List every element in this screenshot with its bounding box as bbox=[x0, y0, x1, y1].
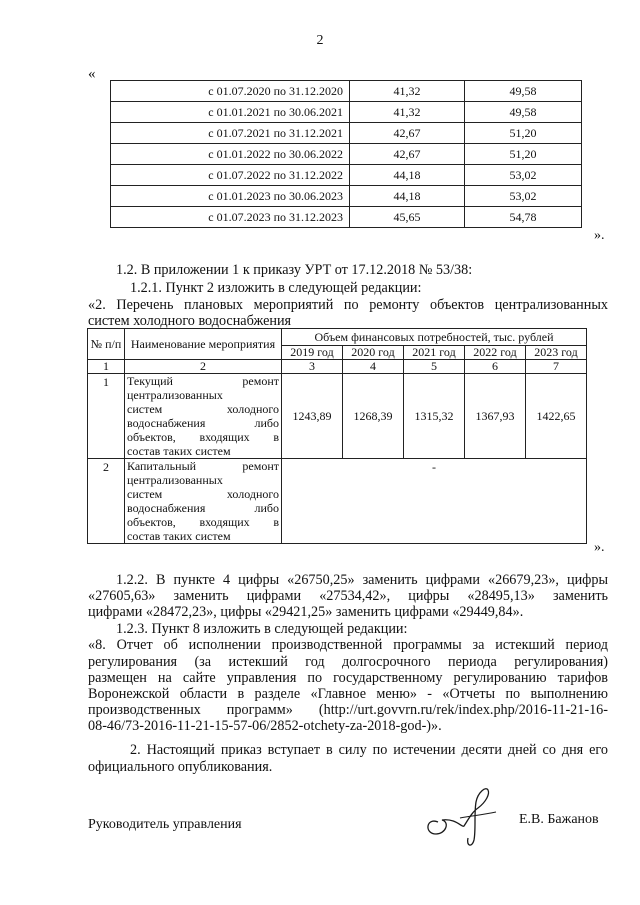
table-row bbox=[111, 144, 582, 165]
value-a-cell: 42,67 bbox=[350, 123, 465, 144]
section-title-line-2: систем холодного водоснабжения bbox=[88, 313, 292, 329]
value-cell: 1268,39 bbox=[343, 374, 404, 459]
value-a-cell: 45,65 bbox=[350, 207, 465, 228]
column-index: 5 bbox=[404, 360, 465, 374]
name-line: водоснабжения либо bbox=[127, 416, 279, 430]
name-line: водоснабжения либо bbox=[127, 501, 279, 515]
header-year: 2021 год bbox=[404, 346, 465, 360]
table-row bbox=[111, 165, 582, 186]
name-line: централизованных bbox=[127, 473, 223, 487]
para-8-line-5: производственных программ» (http://urt.govvrn.ru/rek/index.php/2016-11-21-16- bbox=[88, 702, 608, 718]
header-year: 2019 год bbox=[282, 346, 343, 360]
name-line: объектов, входящих в bbox=[127, 430, 279, 444]
period-cell: с 01.07.2023 по 31.12.2023 bbox=[111, 207, 350, 228]
header-funding: Объем финансовых потребностей, тыс. рублей bbox=[282, 329, 587, 346]
signer-name: Е.В. Бажанов bbox=[519, 812, 599, 827]
para-1-2-3: 1.2.3. Пункт 8 изложить в следующей редакции: bbox=[116, 621, 408, 637]
value-a-cell: 44,18 bbox=[350, 186, 465, 207]
header-name: Наименование мероприятия bbox=[125, 329, 282, 360]
period-cell: с 01.07.2022 по 31.12.2022 bbox=[111, 165, 350, 186]
table-row bbox=[88, 459, 587, 544]
value-a-cell: 41,32 bbox=[350, 81, 465, 102]
value-cell: 1243,89 bbox=[282, 374, 343, 459]
name-line: централизованных bbox=[127, 388, 223, 402]
value-cell: 1315,32 bbox=[404, 374, 465, 459]
column-index: 4 bbox=[343, 360, 404, 374]
para-1-2-2-line-3: цифрами «28472,23», цифры «29421,25» заменить цифрами «29449,84». bbox=[88, 604, 524, 620]
value-b-cell: 49,58 bbox=[465, 81, 582, 102]
rates-table bbox=[110, 80, 582, 228]
name-line: состав таких систем bbox=[127, 444, 231, 458]
para-8-line-1: «8. Отчет об исполнении производственной программы за истекший период bbox=[88, 637, 608, 653]
opening-quote: « bbox=[88, 66, 96, 82]
closing-quote-1: ». bbox=[594, 228, 605, 243]
section-title-line-1: «2. Перечень плановых мероприятий по ремонту объектов централизованных bbox=[88, 297, 608, 313]
name-line: Текущий ремонт bbox=[127, 374, 279, 388]
para-1-2-1: 1.2.1. Пункт 2 изложить в следующей редакции: bbox=[130, 280, 422, 296]
table-row bbox=[111, 102, 582, 123]
value-cell: 1367,93 bbox=[465, 374, 526, 459]
column-index: 6 bbox=[465, 360, 526, 374]
name-line: Капитальный ремонт bbox=[127, 459, 279, 473]
header-number: № п/п bbox=[88, 329, 125, 360]
signer-role: Руководитель управления bbox=[88, 817, 242, 832]
period-cell: с 01.07.2020 по 31.12.2020 bbox=[111, 81, 350, 102]
row-number: 2 bbox=[88, 459, 125, 544]
period-cell: с 01.01.2023 по 30.06.2023 bbox=[111, 186, 350, 207]
para-8-line-4: Воронежской области в разделе «Главное меню» - «Отчеты по выполнению bbox=[88, 686, 608, 702]
name-line: систем холодного bbox=[127, 402, 279, 416]
para-1-2-2-line-2: «27605,63» заменить цифрами «27534,42», цифры «28495,13» заменить bbox=[88, 588, 608, 604]
table-row bbox=[111, 81, 582, 102]
table-row bbox=[111, 207, 582, 228]
para-1-2-2-line-1: 1.2.2. В пункте 4 цифры «26750,25» заменить цифрами «26679,23», цифры bbox=[116, 572, 608, 588]
para-8-line-6: 08-46/73-2016-11-21-15-57-06/2852-otchety-za-2018-god-)». bbox=[88, 718, 442, 734]
column-index: 7 bbox=[526, 360, 587, 374]
para-2-line-1: 2. Настоящий приказ вступает в силу по истечении десяти дней со дня его bbox=[130, 742, 608, 758]
para-8-line-3: размещен на сайте управления по государственному регулированию тарифов bbox=[88, 670, 608, 686]
value-b-cell: 51,20 bbox=[465, 123, 582, 144]
para-1-2: 1.2. В приложении 1 к приказу УРТ от 17.12.2018 № 53/38: bbox=[116, 262, 473, 278]
value-b-cell: 53,02 bbox=[465, 186, 582, 207]
value-b-cell: 53,02 bbox=[465, 165, 582, 186]
period-cell: с 01.01.2021 по 30.06.2021 bbox=[111, 102, 350, 123]
table-row bbox=[111, 123, 582, 144]
para-2-line-2: официального опубликования. bbox=[88, 759, 273, 775]
value-b-cell: 51,20 bbox=[465, 144, 582, 165]
closing-quote-2: ». bbox=[594, 540, 605, 555]
table-row bbox=[111, 186, 582, 207]
name-line: систем холодного bbox=[127, 487, 279, 501]
value-cell: 1422,65 bbox=[526, 374, 587, 459]
name-line: состав таких систем bbox=[127, 529, 231, 543]
column-index: 3 bbox=[282, 360, 343, 374]
header-year: 2020 год bbox=[343, 346, 404, 360]
row-number: 1 bbox=[88, 374, 125, 459]
handwritten-signature bbox=[416, 782, 516, 852]
plan-table bbox=[87, 328, 587, 544]
row-name bbox=[125, 374, 282, 459]
table-row bbox=[88, 374, 587, 459]
period-cell: с 01.01.2022 по 30.06.2022 bbox=[111, 144, 350, 165]
value-a-cell: 42,67 bbox=[350, 144, 465, 165]
value-a-cell: 44,18 bbox=[350, 165, 465, 186]
value-b-cell: 54,78 bbox=[465, 207, 582, 228]
period-cell: с 01.07.2021 по 31.12.2021 bbox=[111, 123, 350, 144]
page-number: 2 bbox=[316, 33, 324, 48]
row-name bbox=[125, 459, 282, 544]
column-index: 1 bbox=[88, 360, 125, 374]
value-a-cell: 41,32 bbox=[350, 102, 465, 123]
header-year: 2023 год bbox=[526, 346, 587, 360]
column-index: 2 bbox=[125, 360, 282, 374]
header-year: 2022 год bbox=[465, 346, 526, 360]
name-line: объектов, входящих в bbox=[127, 515, 279, 529]
value-b-cell: 49,58 bbox=[465, 102, 582, 123]
para-8-line-2: регулирования (за истекший год долгосрочного периода регулирования) bbox=[88, 654, 608, 670]
value-cell-merged: - bbox=[282, 459, 587, 544]
